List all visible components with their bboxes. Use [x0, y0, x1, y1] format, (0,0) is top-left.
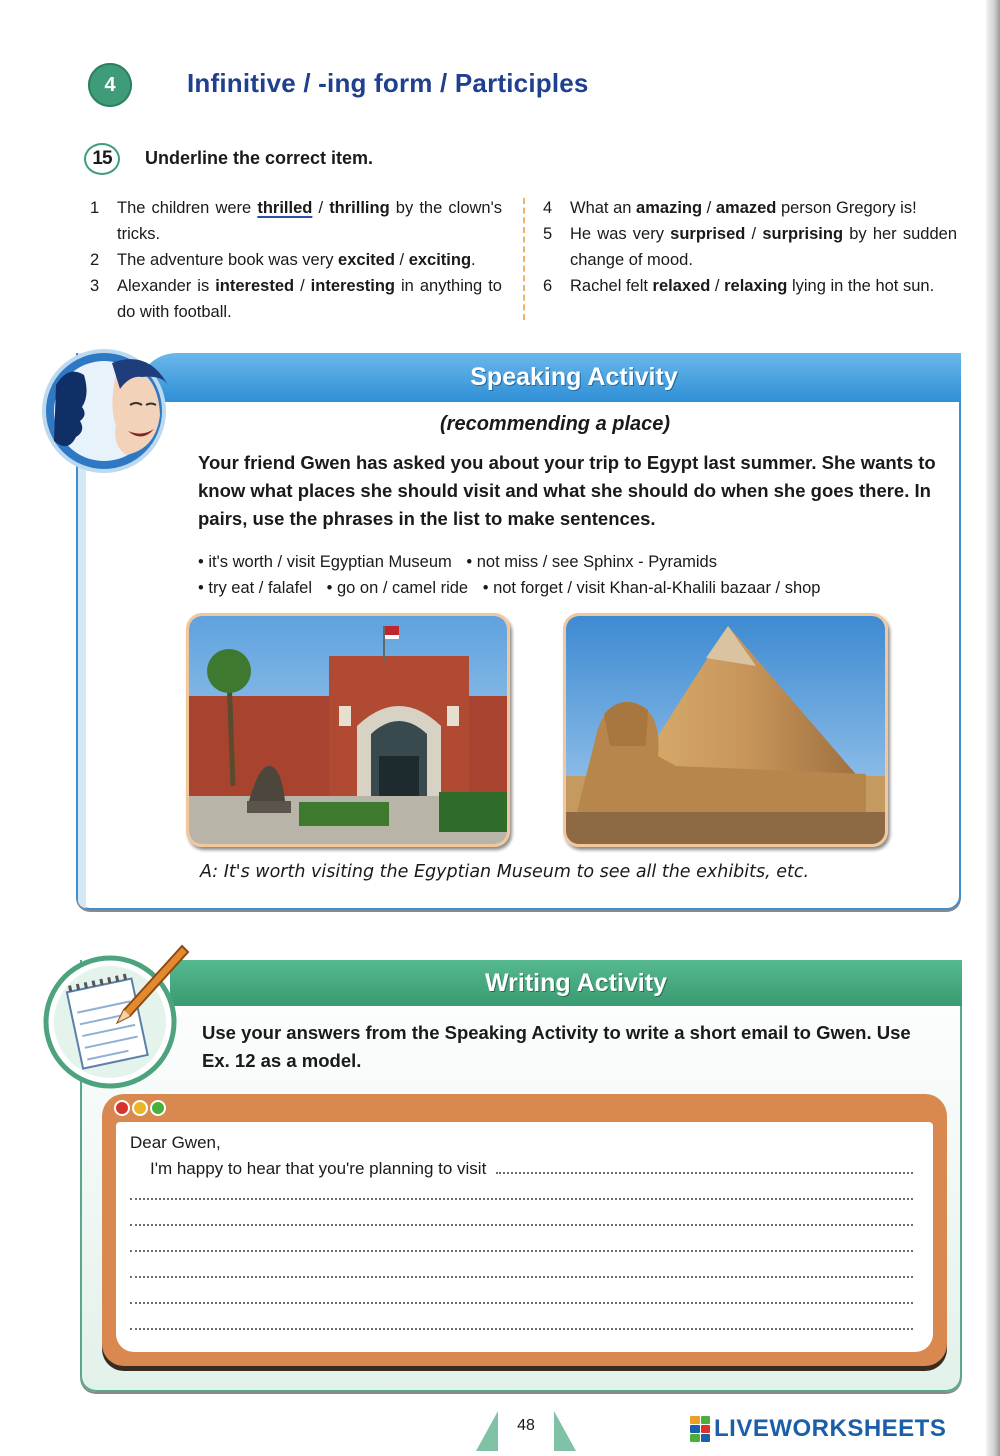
- liveworksheets-logo[interactable]: [690, 1415, 946, 1443]
- exercise-number-badge: 15: [84, 143, 120, 175]
- page-number: 48: [517, 1417, 535, 1434]
- email-body[interactable]: [116, 1122, 933, 1352]
- unit-title: Infinitive / -ing form / Participles: [187, 68, 589, 98]
- writing-line[interactable]: [130, 1250, 913, 1252]
- exercise-item-5: 5 He was very surprised / surprising by her sudden change of mood.: [543, 221, 957, 273]
- writing-line[interactable]: [130, 1302, 913, 1304]
- exercise-items-left: [90, 195, 502, 325]
- speaking-activity-banner: [137, 353, 961, 402]
- option-relaxing[interactable]: relaxing: [724, 277, 788, 295]
- item-number: 6: [543, 277, 553, 295]
- phrase-item: • try eat / falafel: [198, 579, 312, 597]
- phrase-item: • not miss / see Sphinx - Pyramids: [466, 553, 717, 571]
- item-number: 5: [543, 225, 553, 243]
- item-number: 2: [90, 251, 100, 269]
- writing-line[interactable]: [130, 1276, 913, 1278]
- option-interesting[interactable]: interesting: [310, 277, 396, 295]
- egyptian-museum-photo: [186, 613, 510, 847]
- option-amazing[interactable]: amazing: [636, 199, 703, 217]
- page-edge-shadow: [986, 0, 1000, 1456]
- liveworksheets-logo-icon: [690, 1416, 710, 1442]
- speaking-faces-icon: [38, 345, 174, 475]
- item-number: 4: [543, 199, 553, 217]
- option-thrilled[interactable]: thrilled: [257, 199, 313, 217]
- liveworksheets-brand: LIVEWORKSHEETS: [714, 1415, 947, 1442]
- column-divider: [523, 198, 525, 320]
- exercise-item-1: 1 The children were thrilled / thrilling by the clown's tricks.: [90, 195, 502, 247]
- option-surprising[interactable]: surprising: [762, 225, 844, 243]
- option-exciting[interactable]: exciting: [408, 251, 472, 269]
- writing-line[interactable]: [130, 1198, 913, 1200]
- speaking-subtitle: (recommending a place): [440, 413, 671, 435]
- exercise-item-3: 3 Alexander is interested / interesting in anything to do with football.: [90, 273, 502, 325]
- phrase-list: [198, 549, 831, 601]
- speaking-activity-title: Speaking Activity: [470, 363, 678, 391]
- speaking-example: A: It's worth visiting the Egyptian Museum to see all the exhibits, etc.: [200, 862, 810, 882]
- window-controls: [114, 1100, 166, 1116]
- phrase-item: • go on / camel ride: [326, 579, 469, 597]
- exercise-item-6: 6 Rachel felt relaxed / relaxing lying in the hot sun.: [543, 273, 957, 299]
- email-first-line: I'm happy to hear that you're planning to visit: [150, 1159, 487, 1178]
- option-thrilling[interactable]: thrilling: [329, 199, 390, 217]
- email-greeting: Dear Gwen,: [130, 1133, 221, 1152]
- exercise-item-4: 4 What an amazing / amazed person Gregory is!: [543, 195, 957, 221]
- close-dot-icon: [114, 1100, 130, 1116]
- notepad-pencil-icon: [42, 940, 192, 1090]
- maximize-dot-icon: [150, 1100, 166, 1116]
- sphinx-pyramid-photo: [563, 613, 888, 847]
- option-amazed[interactable]: amazed: [715, 199, 777, 217]
- option-interested[interactable]: interested: [215, 277, 295, 295]
- option-surprised[interactable]: surprised: [670, 225, 746, 243]
- writing-line[interactable]: [130, 1224, 913, 1226]
- phrase-item: • it's worth / visit Egyptian Museum: [198, 553, 452, 571]
- writing-line[interactable]: [496, 1172, 913, 1174]
- writing-line[interactable]: [130, 1328, 913, 1330]
- item-number: 3: [90, 277, 100, 295]
- option-excited[interactable]: excited: [338, 251, 395, 269]
- speaking-instruction: Your friend Gwen has asked you about your trip to Egypt last summer. She wants to know what places she should visit and what she should do when she goes there. In pairs, use the phrases in the list to make sentences.: [198, 452, 936, 529]
- writing-instruction: Use your answers from the Speaking Activity to write a short email to Gwen. Use Ex. 12 as a model.: [202, 1022, 911, 1071]
- exercise-items-right: [543, 195, 957, 299]
- option-relaxed[interactable]: relaxed: [652, 277, 711, 295]
- writing-activity-banner: [170, 960, 962, 1006]
- exercise-item-2: 2 The adventure book was very excited / exciting.: [90, 247, 502, 273]
- page-number-tab: [476, 1405, 576, 1451]
- phrase-item: • not forget / visit Khan-al-Khalili bazaar / shop: [482, 579, 821, 597]
- email-window: [102, 1094, 947, 1366]
- minimize-dot-icon: [132, 1100, 148, 1116]
- writing-activity-title: Writing Activity: [485, 969, 667, 997]
- exercise-instruction: Underline the correct item.: [145, 148, 374, 168]
- item-number: 1: [90, 199, 100, 217]
- unit-number-badge: 4: [88, 63, 132, 107]
